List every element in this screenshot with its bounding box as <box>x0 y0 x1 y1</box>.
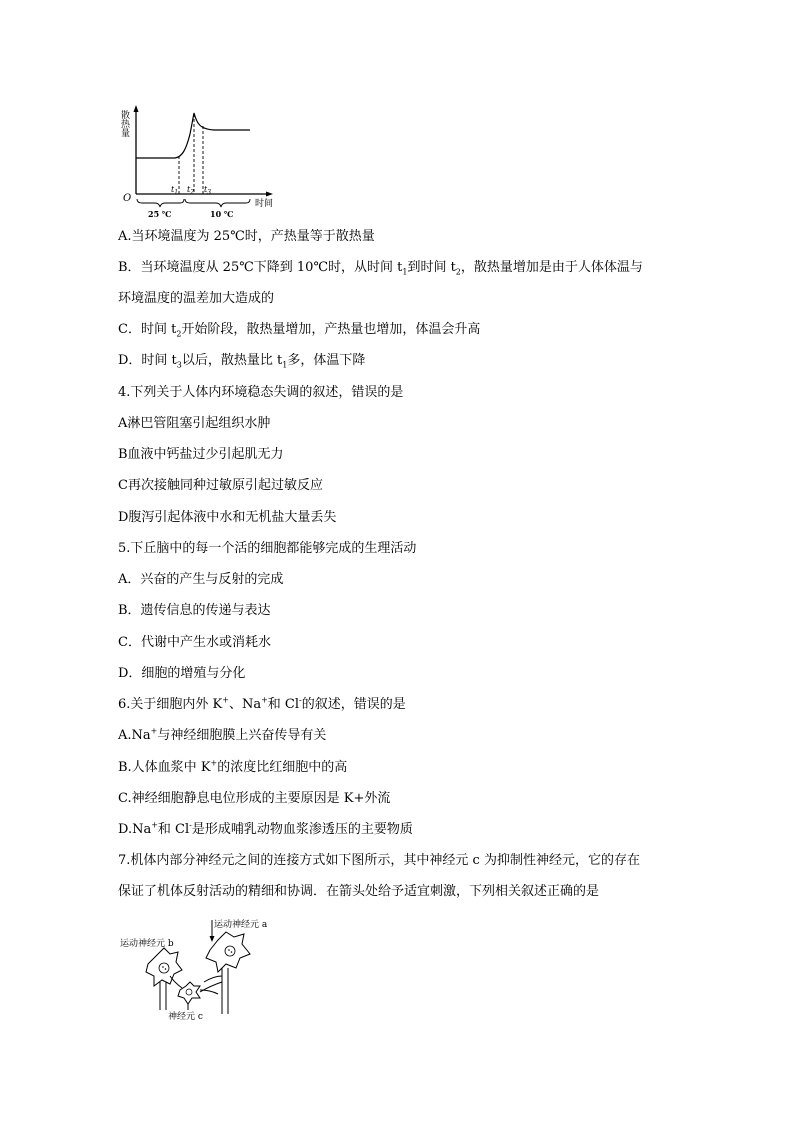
q4-option-a: A淋巴管阻塞引起组织水肿 <box>118 416 271 431</box>
heat-curve <box>136 113 250 158</box>
brace-10c <box>185 199 250 207</box>
q4-stem: 4.下列关于人体内环境稳态失调的叙述，错误的是 <box>118 385 404 400</box>
label-neuron-b: 运动神经元 b <box>120 939 174 949</box>
x-axis-arrow <box>266 192 273 197</box>
q4-option-b: B血液中钙盐过少引起肌无力 <box>118 447 284 462</box>
q5-stem: 5.下丘脑中的每一个活的细胞都能够完成的生理活动 <box>118 541 417 556</box>
q5-option-c: C．代谢中产生水或消耗水 <box>118 635 271 650</box>
q4-option-c: C再次接触同种过敏原引起过敏反应 <box>118 478 323 493</box>
neuron-diagram-figure <box>118 910 298 1025</box>
t1-label: $t_1$ <box>171 185 179 196</box>
temp-10-label: 10 ℃ <box>210 209 234 219</box>
q7-stem-line1: 7.机体内部分神经元之间的连接方式如下图所示，其中神经元 c 为抑制性神经元，它的存在 <box>118 853 640 868</box>
origin-label: O <box>123 193 132 204</box>
label-neuron-a: 运动神经元 a <box>214 920 268 930</box>
neuron-b-nucleus <box>159 963 169 973</box>
y-axis-label: 散热量 <box>119 110 129 137</box>
q6-stem: 6.关于细胞内外 K+、Na+和 Cl-的叙述，错误的是 <box>118 695 406 712</box>
heat-dissipation-figure <box>118 98 288 223</box>
label-neuron-c: 神经元 c <box>168 1012 203 1022</box>
neuron-c-nucleus <box>186 989 192 995</box>
heat-dissipation-graph <box>118 98 288 223</box>
neuron-c-to-b <box>170 976 182 988</box>
q4-option-d: D腹泻引起体液中水和无机盐大量丢失 <box>118 510 337 525</box>
neuron-a-nucleus <box>225 946 235 956</box>
q5-option-a: A．兴奋的产生与反射的完成 <box>118 572 284 587</box>
brace-25c <box>137 199 184 207</box>
temp-25-label: 25 ℃ <box>148 209 172 219</box>
neuron-b-body <box>146 948 182 986</box>
stimulus-arrow-head <box>210 936 215 942</box>
q7-stem-line2: 保证了机体反射活动的精细和协调．在箭头处给予适宜刺激，下列相关叙述正确的是 <box>118 884 600 899</box>
y-axis-arrow <box>134 105 139 112</box>
q6-option-b: B.人体血浆中 K+的浓度比红细胞中的高 <box>118 758 348 775</box>
neuron-c-body <box>178 982 200 1004</box>
q3-option-c: C．时间 $t_2$开始阶段，散热量增加，产热量也增加，体温会升高 <box>118 322 481 339</box>
q5-option-b: B．遗传信息的传递与表达 <box>118 603 271 618</box>
q3-option-b-line1: B．当环境温度从 25℃下降到 10℃时，从时间 $t_1$到时间 $t_2$，散热量增加是由于人体体温与 <box>118 260 643 277</box>
q3-option-d: D．时间 $t_3$以后，散热量比 $t_1$多，体温下降 <box>118 353 366 370</box>
q6-option-a: A.Na+与神经细胞膜上兴奋传导有关 <box>118 726 327 743</box>
x-axis-label: 时间 <box>255 199 274 209</box>
t2-label: $t_2$ <box>187 185 195 196</box>
q5-option-d: D．细胞的增殖与分化 <box>118 666 246 681</box>
q6-option-d: D.Na+和 Cl-是形成哺乳动物血浆渗透压的主要物质 <box>118 820 413 837</box>
neuron-diagram <box>118 910 298 1025</box>
t3-label: $t_3$ <box>204 185 212 196</box>
q3-option-b-line2: 环境温度的温差加大造成的 <box>118 291 275 306</box>
q3-option-a: A.当环境温度为 25℃时，产热量等于散热量 <box>118 229 375 244</box>
q6-option-c: C.神经细胞静息电位形成的主要原因是 K+外流 <box>118 791 391 806</box>
